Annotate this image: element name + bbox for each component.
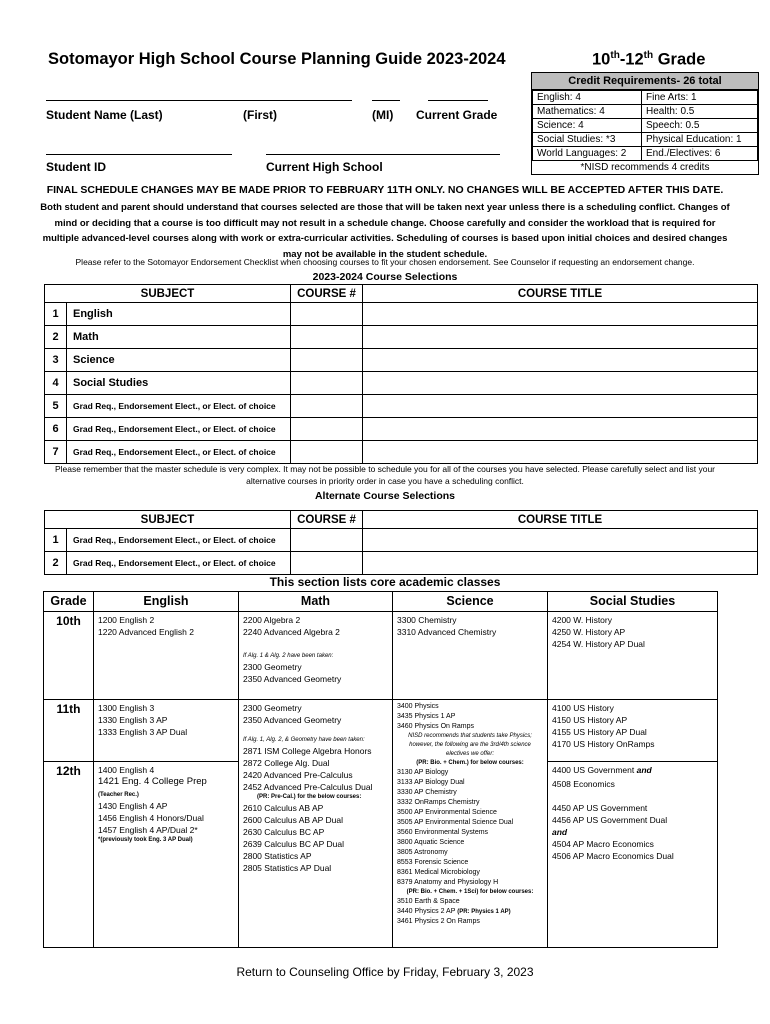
col-subject: SUBJECT	[45, 511, 291, 529]
credit-table	[532, 90, 758, 161]
master-schedule-note: Please remember that the master schedule is very complex. It may not be possible to schedule you for all of the courses you have selected. Please carefully select and list your alternative courses in priority order in case you have a scheduling conflict.	[54, 464, 716, 486]
math-cell	[239, 700, 393, 948]
science-prereq: (PR: Bio. + Chem.) for below courses:	[416, 760, 524, 766]
course-item: 2240 Advanced Algebra 2	[243, 627, 340, 637]
course-label: 4400 US Government	[552, 765, 635, 775]
course-num-input[interactable]	[291, 441, 363, 464]
row-subject: Grad Req., Endorsement Elect., or Elect. of choice	[67, 529, 291, 552]
last-name-line[interactable]	[46, 100, 352, 101]
credit-cell: Science: 4	[533, 119, 642, 133]
course-item: 2639 Calculus BC AP Dual	[243, 839, 344, 849]
course-label: 3440 Physics 2 AP	[397, 908, 456, 915]
english-cell	[94, 700, 239, 762]
school-label: Current High School	[266, 160, 383, 174]
course-item: 8553 Forensic Science	[397, 859, 469, 866]
current-grade-label: Current Grade	[416, 108, 498, 122]
course-item: 3505 AP Environmental Science Dual	[397, 819, 514, 826]
course-item: 4250 W. History AP	[552, 627, 626, 637]
course-item: 2350 Advanced Geometry	[243, 715, 342, 725]
core-header: Grade	[44, 592, 94, 612]
endorsement-note: Please refer to the Sotomayor Endorsement Checklist when choosing courses to fit your chosen endorsement. See Counselor if requesting an endorsement change.	[75, 257, 695, 267]
credit-cell: Fine Arts: 1	[642, 91, 758, 105]
row-number: 2	[45, 326, 67, 349]
grade-sup: th	[643, 50, 654, 61]
course-item: 1333 English 3 AP Dual	[98, 727, 188, 737]
row-subject: Science	[67, 349, 291, 372]
row-number: 1	[45, 529, 67, 552]
course-item: 2350 Advanced Geometry	[243, 674, 342, 684]
selections-title: 2023-2024 Course Selections	[312, 271, 458, 283]
row-number: 5	[45, 395, 67, 418]
course-title-input[interactable]	[363, 349, 758, 372]
course-item: 4100 US History	[552, 703, 614, 713]
row-subject: Grad Req., Endorsement Elect., or Elect. of choice	[67, 552, 291, 575]
course-title-input[interactable]	[363, 418, 758, 441]
course-item: 2300 Geometry	[243, 703, 302, 713]
core-header: Science	[393, 592, 548, 612]
row-subject: Social Studies	[67, 372, 291, 395]
policy-paragraph: Both student and parent should understand that courses selected are those that will be taken next year unless there is a scheduling conflict. Changes of mind or deciding that a course is too difficult may not result in a schedule change. Choose carefully and consider the workload that is required for multiple advanced-level courses along with work or extra-curricular activities. Scheduling of courses is based upon initial choices and desired changes may not be available in the student schedule.	[40, 202, 730, 260]
course-item: 3133 AP Biology Dual	[397, 779, 465, 786]
grade-label: 12th	[44, 762, 94, 948]
course-title-input[interactable]	[363, 441, 758, 464]
physics-prereq: (PR: Physics 1 AP)	[457, 909, 511, 915]
credit-footer: *NISD recommends 4 credits	[580, 162, 710, 173]
row-number: 4	[45, 372, 67, 395]
course-num-input[interactable]	[291, 529, 363, 552]
row-subject: Grad Req., Endorsement Elect., or Elect. of choice	[67, 441, 291, 464]
page-title: Sotomayor High School Course Planning Guide 2023-2024	[48, 50, 506, 68]
credit-cell: Social Studies: *3	[533, 133, 642, 147]
row-number: 6	[45, 418, 67, 441]
credit-requirements-box	[531, 72, 759, 175]
grade-end: -12	[619, 50, 644, 69]
school-line[interactable]	[266, 154, 500, 155]
course-item: 2300 Geometry	[243, 662, 302, 672]
science-cell	[393, 612, 548, 700]
english-cell	[94, 612, 239, 700]
course-title-input[interactable]	[363, 529, 758, 552]
credit-cell: Mathematics: 4	[533, 105, 642, 119]
math-cell	[239, 612, 393, 700]
row-number: 1	[45, 303, 67, 326]
course-item: 4254 W. History AP Dual	[552, 639, 645, 649]
student-id-line[interactable]	[46, 154, 232, 155]
course-item: 2805 Statistics AP Dual	[243, 863, 332, 873]
math-prereq: (PR: Pre-Cal.) for the below courses:	[257, 794, 362, 800]
col-course-num: COURSE #	[291, 285, 363, 303]
course-item: 2610 Calculus AB AP	[243, 803, 324, 813]
row-subject: English	[67, 303, 291, 326]
course-item: 8361 Medical Microbiology	[397, 869, 480, 876]
course-label: 1421 Eng. 4 College Prep	[98, 776, 207, 787]
mi-label: (MI)	[372, 108, 394, 122]
course-item: 2420 Advanced Pre-Calculus	[243, 770, 353, 780]
course-num-input[interactable]	[291, 552, 363, 575]
row-number: 3	[45, 349, 67, 372]
science-cell	[393, 700, 548, 948]
course-title-input[interactable]	[363, 395, 758, 418]
course-item: 1300 English 3	[98, 703, 155, 713]
col-course-title: COURSE TITLE	[363, 511, 758, 529]
grade-label: 11th	[44, 700, 94, 762]
course-num-input[interactable]	[291, 326, 363, 349]
math-note: If Alg. 1, Alg. 2, & Geometry have been taken:	[243, 737, 365, 743]
course-item	[552, 764, 713, 776]
course-item: 4150 US History AP	[552, 715, 628, 725]
grade-word: Grade	[653, 50, 706, 69]
course-item: 1456 English 4 Honors/Dual	[98, 813, 204, 823]
english-note: *(previously took Eng. 3 AP Dual)	[98, 837, 193, 843]
course-item: 2800 Statistics AP	[243, 851, 312, 861]
mi-line[interactable]	[372, 100, 400, 101]
course-title-input[interactable]	[363, 552, 758, 575]
grade-range	[592, 50, 705, 70]
credit-cell: Physical Education: 1	[642, 133, 758, 147]
credit-cell: English: 4	[533, 91, 642, 105]
selections-table	[44, 284, 758, 464]
course-num-input[interactable]	[291, 349, 363, 372]
course-item: 1400 English 4	[98, 765, 155, 775]
course-item: 1430 English 4 AP	[98, 801, 168, 811]
grade-line[interactable]	[428, 100, 488, 101]
course-item: 4155 US History AP Dual	[552, 727, 647, 737]
course-item: 3435 Physics 1 AP	[397, 713, 456, 720]
social-cell	[548, 762, 718, 948]
grade-start: 10	[592, 50, 611, 69]
course-item: 3500 AP Environmental Science	[397, 809, 497, 816]
science-prereq: (PR: Bio. + Chem. + 1Sci) for below courses:	[406, 889, 534, 895]
grade-sup: th	[610, 50, 620, 61]
col-subject: SUBJECT	[45, 285, 291, 303]
alternates-title: Alternate Course Selections	[314, 490, 456, 502]
core-header: Social Studies	[548, 592, 718, 612]
student-id-label: Student ID	[46, 160, 106, 174]
course-item: 3460 Physics On Ramps	[397, 723, 475, 730]
credit-cell: End./Electives: 6	[642, 147, 758, 161]
english-cell	[94, 762, 239, 948]
row-number: 2	[45, 552, 67, 575]
final-notice: FINAL SCHEDULE CHANGES MAY BE MADE PRIOR TO FEBRUARY 11TH ONLY. NO CHANGES WILL BE ACCEPTED AFTER THIS DATE.	[46, 184, 724, 196]
and-label: and	[636, 765, 652, 775]
last-name-label: Student Name (Last)	[46, 108, 163, 122]
course-item: 4170 US History OnRamps	[552, 739, 655, 749]
social-cell	[548, 700, 718, 762]
grade-label: 10th	[44, 612, 94, 700]
course-item: 3130 AP Biology	[397, 769, 449, 776]
course-item: 3330 AP Chemistry	[397, 789, 457, 796]
row-subject: Math	[67, 326, 291, 349]
course-item: 2600 Calculus AB AP Dual	[243, 815, 344, 825]
course-title-input[interactable]	[363, 372, 758, 395]
credit-header: Credit Requirements- 26 total	[532, 73, 758, 90]
course-item: 2872 College Alg. Dual	[243, 758, 330, 768]
col-course-num: COURSE #	[291, 511, 363, 529]
core-table	[43, 591, 718, 948]
course-item: 2452 Advanced Pre-Calculus Dual	[243, 782, 373, 792]
course-item: 3560 Environmental Systems	[397, 829, 489, 836]
course-num-input[interactable]	[291, 418, 363, 441]
science-note: NISD recommends that students take Physics; however, the following are the 3rd/4th science electives we offer:	[408, 733, 532, 757]
course-item: 2630 Calculus BC AP	[243, 827, 325, 837]
credit-cell: Health: 0.5	[642, 105, 758, 119]
course-item: 4450 AP US Government	[552, 803, 648, 813]
core-header: English	[94, 592, 239, 612]
course-item: 8379 Anatomy and Physiology H	[397, 879, 499, 886]
course-item: 1457 English 4 AP/Dual 2*	[98, 825, 198, 835]
course-item: 4508 Economics	[552, 779, 615, 789]
course-item: 4200 W. History	[552, 615, 612, 625]
course-item: 3461 Physics 2 On Ramps	[397, 918, 480, 925]
course-title-input[interactable]	[363, 326, 758, 349]
course-item	[98, 776, 234, 800]
alternates-table	[44, 510, 758, 575]
core-title: This section lists core academic classes	[269, 575, 501, 589]
course-num-input[interactable]	[291, 372, 363, 395]
course-item: 3800 Aquatic Science	[397, 839, 465, 846]
course-item: 2200 Algebra 2	[243, 615, 301, 625]
course-item	[397, 907, 543, 917]
course-item: 1200 English 2	[98, 615, 155, 625]
course-item: 1220 Advanced English 2	[98, 627, 194, 637]
core-header: Math	[239, 592, 393, 612]
course-item: 3805 Astronomy	[397, 849, 448, 856]
credit-cell: Speech: 0.5	[642, 119, 758, 133]
row-subject: Grad Req., Endorsement Elect., or Elect. of choice	[67, 395, 291, 418]
course-item: 4456 AP US Government Dual	[552, 815, 668, 825]
course-item: 4504 AP Macro Economics	[552, 839, 654, 849]
social-cell	[548, 612, 718, 700]
credit-cell: World Languages: 2	[533, 147, 642, 161]
course-num-input[interactable]	[291, 395, 363, 418]
first-name-label: (First)	[243, 108, 277, 122]
col-course-title: COURSE TITLE	[363, 285, 758, 303]
course-num-input[interactable]	[291, 303, 363, 326]
course-item: 3510 Earth & Space	[397, 898, 460, 905]
return-note: Return to Counseling Office by Friday, February 3, 2023	[236, 965, 534, 979]
math-note: If Alg. 1 & Alg. 2 have been taken:	[243, 653, 334, 659]
and-label: and	[552, 827, 568, 837]
course-item: 3332 OnRamps Chemistry	[397, 799, 480, 806]
course-item: 3400 Physics	[397, 703, 439, 710]
course-item: 4506 AP Macro Economics Dual	[552, 851, 674, 861]
course-title-input[interactable]	[363, 303, 758, 326]
course-item: 1330 English 3 AP	[98, 715, 168, 725]
course-item: 3300 Chemistry	[397, 615, 457, 625]
teacher-rec-note: (Teacher Rec.)	[98, 792, 139, 798]
row-subject: Grad Req., Endorsement Elect., or Elect. of choice	[67, 418, 291, 441]
course-item: 2871 ISM College Algebra Honors	[243, 746, 372, 756]
course-item: 3310 Advanced Chemistry	[397, 627, 497, 637]
row-number: 7	[45, 441, 67, 464]
